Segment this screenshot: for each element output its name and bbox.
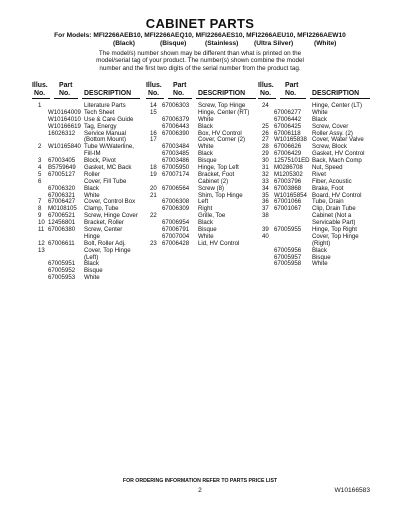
part-number: 67006427 — [48, 198, 76, 206]
illus-header: No. — [260, 90, 272, 97]
part-number: 67005951 — [48, 260, 76, 268]
part-description: Hinge, Center (LT) — [312, 102, 363, 109]
part-description: Shim, Top Hinge — [198, 191, 243, 199]
part-description: Black — [198, 219, 213, 227]
illus-number: 4 — [38, 164, 42, 172]
part-number: 67003405 — [48, 157, 76, 165]
illus-number: 39 — [262, 226, 269, 234]
part-description: Cover, Water Valve — [312, 136, 364, 144]
part-description: Servicable Part) — [312, 219, 356, 227]
part-description: Fill-IM — [84, 150, 101, 158]
part-number: M0108105 — [48, 205, 77, 213]
illus-number: 35 — [262, 191, 269, 199]
part-number: 67006429 — [274, 150, 302, 158]
part-number: 67005955 — [274, 226, 302, 234]
part-description: Roller — [84, 170, 100, 178]
part-number: 67005957 — [274, 253, 302, 261]
part-description: Grille, Toe — [198, 212, 226, 220]
illus-number: 5 — [38, 170, 42, 178]
illus-header: Illus. — [32, 82, 48, 89]
illus-number: 11 — [38, 226, 45, 234]
part-description: Hinge — [84, 232, 100, 240]
illus-number: 3 — [38, 157, 42, 165]
part-description: (Bottom Mount) — [84, 136, 126, 144]
part-number: 67006379 — [162, 115, 190, 123]
part-description: Bracket, Roller — [84, 219, 124, 227]
part-number: 67006390 — [162, 129, 190, 137]
parts-rows — [258, 103, 370, 268]
part-description: Tube W/Waterline, — [84, 143, 135, 151]
table-row — [32, 275, 140, 282]
column-header — [146, 82, 256, 99]
part-description: Lid, HV Control — [198, 239, 240, 247]
parts-rows — [32, 103, 140, 282]
part-description: Screw, Top Hinge — [198, 102, 246, 109]
part-description: Rivet — [312, 170, 326, 178]
part-description: Black — [312, 246, 327, 254]
illus-number: 29 — [262, 150, 269, 158]
part-number: 67006118 — [274, 129, 301, 137]
model-note — [0, 50, 400, 72]
description-header: DESCRIPTION — [312, 90, 360, 97]
part-number: 67006564 — [162, 184, 190, 192]
part-description: Black — [312, 115, 327, 123]
illus-header: No. — [148, 90, 160, 97]
illus-number: 14 — [150, 102, 157, 109]
part-number: M1205302 — [274, 170, 303, 178]
part-header: No. — [285, 90, 297, 97]
part-description: Bisque — [84, 267, 103, 275]
part-number: 67007004 — [162, 232, 190, 240]
models-line: For Models: MFI2266AEB10, MFI2266AEQ10, MFI2266AES10, MFI2266AEU10, MFI2266AEW10 — [54, 32, 346, 39]
part-description: Cabinet (Not a — [312, 212, 352, 220]
variant-stainless: (Stainless) — [205, 40, 239, 47]
part-number: 67006303 — [162, 102, 190, 109]
part-description: Cover, Fill Tube — [84, 177, 127, 185]
part-description: Gasket, MC Back — [84, 164, 132, 172]
ordering-note: FOR ORDERING INFORMATION REFER TO PARTS PRICE LIST — [122, 478, 278, 484]
part-number: 67005958 — [274, 260, 302, 268]
illus-number: 10 — [38, 219, 45, 227]
illus-number: 20 — [150, 184, 157, 192]
part-description: Hinge, Top Right — [312, 226, 357, 234]
part-description: Tube, Drain — [312, 198, 344, 206]
part-description: Black — [198, 150, 213, 158]
part-description: White — [84, 191, 100, 199]
column-header — [32, 82, 140, 99]
part-description: Brake, Foot — [312, 184, 344, 192]
part-number: 67006791 — [162, 226, 190, 234]
note-line: number and the first two digits of the serial number from the product tag. — [99, 64, 301, 72]
note-line: model/serial tag of your product. The number(s) shown combine the model — [96, 57, 304, 65]
description-header: DESCRIPTION — [198, 90, 246, 97]
part-number: 67003796 — [274, 177, 302, 185]
column-header — [258, 82, 370, 99]
part-description: Cover, Top Hinge — [84, 246, 131, 254]
illus-number: 37 — [262, 205, 269, 213]
part-number: 67003486 — [162, 157, 190, 165]
part-number: 67005952 — [48, 267, 76, 275]
illus-number: 1 — [38, 102, 42, 109]
part-description: Clip, Drain Tube — [312, 205, 356, 213]
table-row — [146, 241, 256, 248]
part-description: White — [312, 108, 328, 116]
illus-number: 25 — [262, 122, 269, 130]
part-number: 67006428 — [162, 239, 190, 247]
part-description: White — [198, 232, 214, 240]
part-number: 67006380 — [48, 226, 76, 234]
variant-bisque: (Bisque) — [160, 40, 187, 47]
part-number: 67006277 — [274, 108, 302, 116]
part-number: W10166619 — [48, 122, 81, 130]
part-description: Tag, Energy — [84, 122, 117, 130]
part-number: 67006320 — [48, 184, 76, 192]
part-description: (Right) — [312, 239, 331, 247]
parts-column-3 — [258, 82, 370, 268]
part-number: W10165840 — [48, 143, 81, 151]
part-description: Cabinet (2) — [198, 177, 229, 185]
illus-number: 16 — [150, 129, 157, 137]
document-number: W10166583 — [334, 487, 370, 494]
part-number: 12456801 — [48, 219, 76, 227]
illus-number: 23 — [150, 239, 157, 247]
part-description: Back, Mach Comp — [312, 157, 362, 165]
part-description: Box, HV Control — [198, 129, 242, 137]
part-number: 67006521 — [48, 212, 76, 220]
part-description: Fiber, Acoustic — [312, 177, 352, 185]
part-description: Bracket, Foot — [198, 170, 235, 178]
part-number: W10164009 — [48, 108, 81, 116]
illus-number: 9 — [38, 212, 42, 220]
illus-number: 40 — [262, 232, 269, 240]
part-number: 67006954 — [162, 219, 190, 227]
part-description: Screw, Hinge Cover — [84, 212, 138, 220]
part-number: 67006309 — [162, 205, 190, 213]
part-description: White — [198, 115, 214, 123]
part-description: Cover, Top Hinge — [312, 232, 359, 240]
part-number: B5759649 — [48, 164, 76, 172]
part-description: Screw (8) — [198, 184, 225, 192]
variant-ultra-silver: (Ultra Silver) — [254, 40, 294, 47]
part-description: White — [312, 260, 328, 268]
part-header: Part — [59, 82, 73, 89]
illus-number: 8 — [38, 205, 42, 213]
illus-number: 27 — [262, 136, 269, 144]
part-description: Clamp, Tube — [84, 205, 119, 213]
illus-number: 26 — [262, 129, 269, 137]
part-number: 67001067 — [274, 205, 302, 213]
part-description: Literature Parts — [84, 102, 126, 109]
illus-number: 6 — [38, 177, 42, 185]
illus-header: No. — [34, 90, 46, 97]
part-description: Bisque — [312, 253, 331, 261]
part-header: No. — [173, 90, 185, 97]
part-description: Black — [84, 184, 99, 192]
part-number: 67003868 — [274, 184, 302, 192]
note-line: The model/s) number shown may be different than what is printed on the — [98, 50, 302, 57]
part-number: W10165854 — [274, 191, 307, 199]
illus-number: 24 — [262, 102, 269, 109]
description-header: DESCRIPTION — [84, 90, 132, 97]
illus-number: 17 — [150, 136, 157, 144]
part-description: Hinge, Center (RT) — [198, 108, 250, 116]
parts-rows — [146, 103, 256, 248]
illus-number: 2 — [38, 143, 42, 151]
illus-number: 22 — [150, 212, 157, 220]
part-header: Part — [173, 82, 187, 89]
table-row — [258, 261, 370, 268]
part-number: W10164010 — [48, 115, 81, 123]
page-title: CABINET PARTS — [145, 16, 255, 31]
part-number: 67005950 — [162, 164, 190, 172]
parts-column-1 — [32, 82, 140, 282]
part-description: Cover, Corner (2) — [198, 136, 246, 144]
part-description: White — [84, 274, 100, 282]
part-description: Cover, Control Box — [84, 198, 136, 206]
part-number: 67005956 — [274, 246, 302, 254]
illus-number: 36 — [262, 198, 269, 206]
part-number: 67006425 — [274, 122, 302, 130]
illus-number: 38 — [262, 212, 269, 220]
part-description: Right — [198, 205, 213, 213]
part-number: 67006442 — [274, 115, 302, 123]
part-number: 67006443 — [162, 122, 190, 130]
illus-number: 33 — [262, 177, 269, 185]
part-number: 12575101ED — [274, 157, 310, 165]
part-description: Bisque — [198, 157, 217, 165]
illus-number: 18 — [150, 164, 157, 172]
illus-number: 12 — [38, 239, 45, 247]
part-description: Bolt, Roller Adj. — [84, 239, 126, 247]
part-description: Screw, Cover — [312, 122, 349, 130]
part-number: 67006611 — [48, 239, 75, 247]
page-number: 2 — [198, 487, 202, 494]
part-description: Service Manual — [84, 129, 126, 137]
part-number: 67005127 — [48, 170, 76, 178]
part-number: 16026312 — [48, 129, 76, 137]
part-number: 67007174 — [162, 170, 190, 178]
part-description: Screw, Center — [84, 226, 123, 234]
part-number: 67003485 — [162, 150, 190, 158]
illus-number: 28 — [262, 143, 269, 151]
part-description: Block, Pivot — [84, 157, 116, 165]
illus-number: 34 — [262, 184, 269, 192]
part-number: 67006308 — [162, 198, 190, 206]
part-description: Board, HV Control — [312, 191, 362, 199]
part-header: No. — [59, 90, 71, 97]
part-number: W10165838 — [274, 136, 307, 144]
illus-number: 21 — [150, 191, 157, 199]
part-description: Nut, Speed — [312, 164, 343, 172]
variant-black: (Black) — [113, 40, 135, 47]
illus-number: 13 — [38, 246, 45, 254]
part-description: Bisque — [198, 226, 217, 234]
illus-number: 7 — [38, 198, 42, 206]
parts-column-2 — [146, 82, 256, 248]
part-description: Tech Sheet — [84, 108, 115, 116]
illus-header: Illus. — [258, 82, 274, 89]
part-number: 67006321 — [48, 191, 76, 199]
illus-number: 32 — [262, 170, 269, 178]
part-description: Left — [198, 198, 209, 206]
part-description: (Left) — [84, 253, 99, 261]
part-number: M0286708 — [274, 164, 303, 172]
part-number: 67006626 — [274, 143, 302, 151]
variant-white: (White) — [314, 40, 337, 47]
part-description: Black — [84, 260, 99, 268]
part-number: 67001066 — [274, 198, 302, 206]
part-description: Hinge, Top Left — [198, 164, 239, 172]
part-description: Gasket, HV Control — [312, 150, 365, 158]
illus-number: 15 — [150, 108, 157, 116]
illus-number: 31 — [262, 164, 269, 172]
part-description: White — [198, 143, 214, 151]
illus-number: 19 — [150, 170, 157, 178]
part-number: 67003484 — [162, 143, 190, 151]
illus-header: Illus. — [146, 82, 162, 89]
part-description: Black — [198, 122, 213, 130]
part-description: Screw, Block — [312, 143, 347, 151]
part-description: Use & Care Guide — [84, 115, 134, 123]
part-description: Roller Assy. (2) — [312, 129, 353, 137]
part-header: Part — [285, 82, 299, 89]
illus-number: 30 — [262, 157, 269, 165]
part-number: 67005953 — [48, 274, 76, 282]
